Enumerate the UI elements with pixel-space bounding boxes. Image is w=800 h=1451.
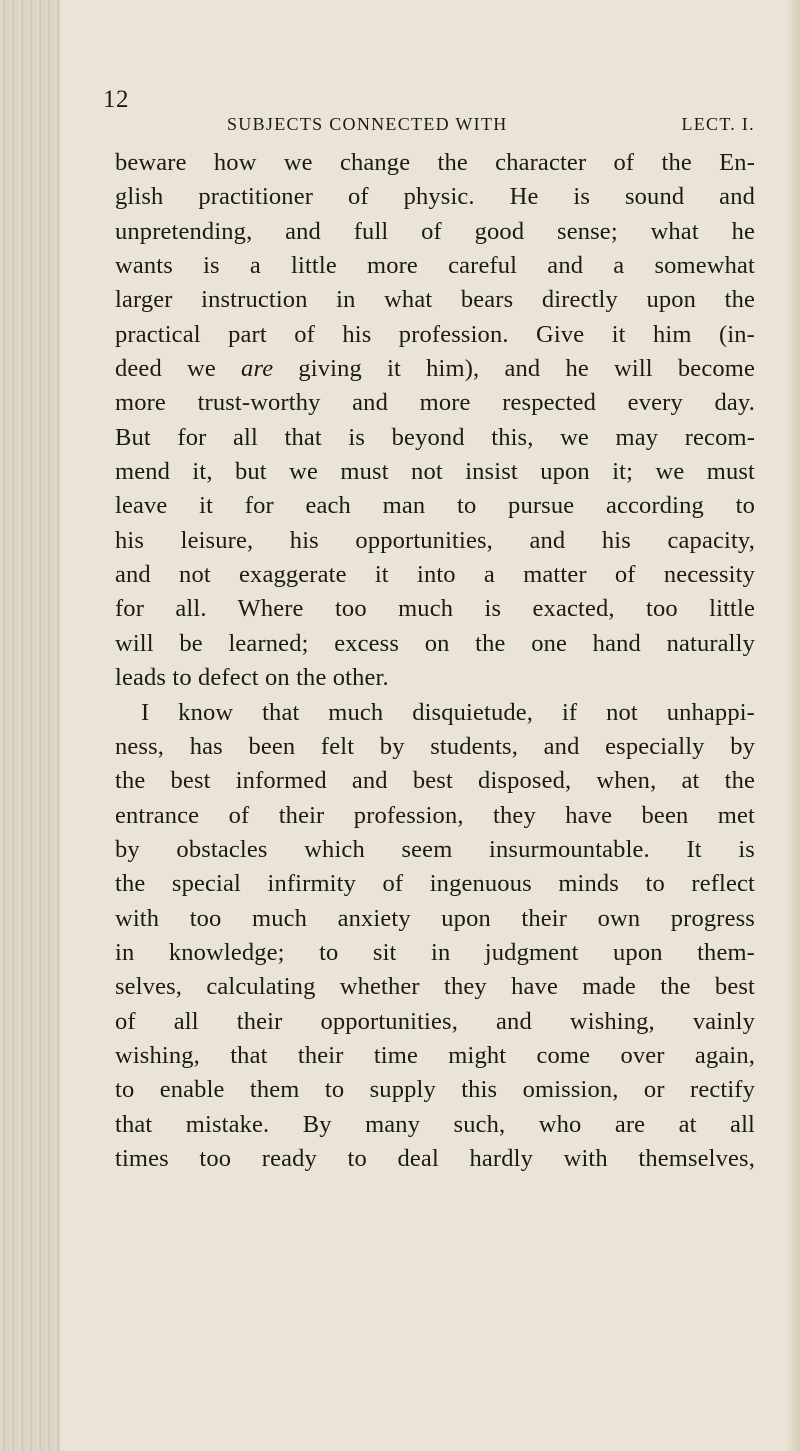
running-head <box>103 86 755 134</box>
page-number: 12 <box>103 86 129 113</box>
text-line: that mistake. By many such, who are at all <box>115 1110 755 1138</box>
text-line: his leisure, his opportunities, and his capacity, <box>115 526 755 554</box>
text-line: and not exaggerate it into a matter of necessity <box>115 561 755 589</box>
text-line: leave it for each man to pursue according to <box>115 492 755 520</box>
text-line: mend it, but we must not insist upon it; we must <box>115 458 755 486</box>
text-line: practical part of his profession. Give it him (in- <box>115 320 755 348</box>
text-line: in knowledge; to sit in judgment upon them- <box>115 938 755 966</box>
text-line: I know that much disquietude, if not unhappi- <box>141 698 755 726</box>
text-line: times too ready to deal hardly with themselves, <box>115 1144 755 1172</box>
page-edge <box>786 0 800 1451</box>
text-line: leads to defect on the other. <box>115 664 389 692</box>
text-line: beware how we change the character of the En- <box>115 149 755 176</box>
text-line: of all their opportunities, and wishing, vainly <box>115 1007 755 1035</box>
text-line: deed we are giving it him), and he will become <box>115 355 755 383</box>
text-line: the best informed and best disposed, when, at the <box>115 767 755 795</box>
text-line: by obstacles which seem insurmountable. It is <box>115 835 755 863</box>
book-page <box>103 86 755 1176</box>
text-line: wants is a little more careful and a somewhat <box>115 252 755 280</box>
binding-gutter <box>0 0 60 1451</box>
text-line: larger instruction in what bears directly upon the <box>115 286 755 314</box>
text-line: will be learned; excess on the one hand naturally <box>115 629 755 657</box>
text-line: to enable them to supply this omission, or rectify <box>115 1076 755 1104</box>
text-line: glish practitioner of physic. He is sound and <box>115 183 755 211</box>
text-line: But for all that is beyond this, we may recom- <box>115 423 755 451</box>
text-line: ness, has been felt by students, and especially by <box>115 732 755 760</box>
text-line: with too much anxiety upon their own progress <box>115 904 755 932</box>
text-line: the special infirmity of ingenuous minds to reflect <box>115 870 755 898</box>
running-title: SUBJECTS CONNECTED WITH <box>227 114 508 134</box>
text-line: wishing, that their time might come over again, <box>115 1041 755 1069</box>
text-line: entrance of their profession, they have been met <box>115 801 755 829</box>
body-text <box>115 146 755 1176</box>
text-line: selves, calculating whether they have made the best <box>115 973 755 1001</box>
text-line: more trust-worthy and more respected every day. <box>115 389 755 417</box>
text-line: for all. Where too much is exacted, too little <box>115 595 755 623</box>
lecture-label: LECT. I. <box>681 114 755 134</box>
text-line: unpretending, and full of good sense; what he <box>115 217 755 245</box>
